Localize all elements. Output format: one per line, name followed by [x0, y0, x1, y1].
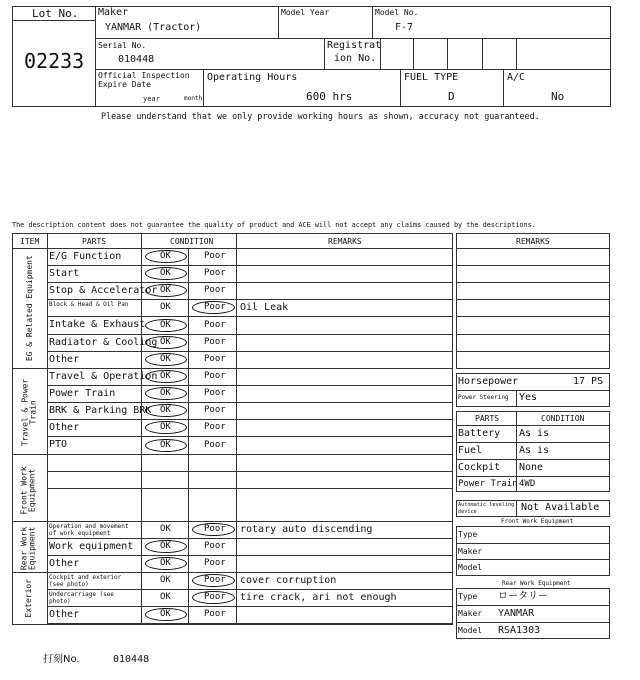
group-front [21, 458, 38, 522]
part-name: E/G Function [49, 250, 122, 262]
serial-divider [324, 38, 325, 69]
ok-option: OK [160, 371, 171, 381]
right-remarks-line-2 [456, 282, 610, 283]
front-type-label: Type [458, 530, 478, 539]
rear-type-label: Type [458, 592, 478, 601]
poor-option: Poor [204, 354, 226, 364]
ok-circled-mark [145, 540, 187, 553]
part-name: BRK & Parking BRK [49, 404, 152, 416]
cockpit-value: None [519, 462, 544, 473]
ok-option: OK [160, 251, 171, 261]
item-col-line [47, 233, 48, 625]
horsepower-label: Horsepower [458, 376, 519, 387]
table-row-line [47, 488, 453, 489]
model-year-label: Model Year [281, 8, 330, 17]
ok-option: OK [160, 268, 171, 278]
poor-option: Poor [204, 319, 226, 330]
part-name: Radiator & Cooling [49, 336, 158, 348]
ok-option: OK [160, 354, 171, 364]
table-row-line [47, 368, 453, 369]
ok-option: OK [160, 592, 171, 602]
poor-circled-mark [192, 591, 235, 604]
poor-option: Poor [204, 251, 226, 261]
ok-circled-mark [145, 353, 187, 366]
horsepower-value: 17 PS [573, 376, 604, 387]
specs-divider [516, 390, 517, 407]
part-name: Work equipment [49, 540, 134, 552]
ok-option: OK [160, 319, 171, 330]
rear-type-value: ロータリー [498, 591, 548, 602]
front-work-line-1 [456, 543, 610, 544]
ok-circled-mark [145, 267, 187, 280]
front-maker-label: Maker [458, 547, 483, 556]
auto-level-label-1: Automatic leveling [458, 502, 515, 508]
maker-value: YANMAR (Tractor) [105, 22, 202, 33]
table-row-line [47, 299, 453, 300]
registration-label-2: ion No. [334, 53, 377, 64]
right-remarks-header-line [456, 248, 610, 249]
table-row-line [47, 538, 453, 539]
row-remark: cover corruption [240, 574, 337, 586]
poor-circled-mark [192, 301, 235, 314]
poor-option: Poor [204, 268, 226, 278]
table-row-line [47, 265, 453, 266]
ok-circled-mark [145, 404, 187, 417]
ok-option: OK [160, 285, 171, 295]
part-name: Intake & Exhaust [49, 319, 146, 330]
battery-value: As is [519, 428, 550, 439]
stamp-value: 010448 [113, 654, 150, 665]
front-model-label: Model [458, 563, 483, 572]
poor-option: Poor [204, 285, 226, 295]
auto-level-value: Not Available [521, 502, 600, 513]
specs-line [456, 390, 610, 391]
pc-line-4 [456, 476, 610, 477]
pc-line-3 [456, 459, 610, 460]
inspection-label-2: Expire Date [98, 80, 151, 89]
part-name: Other [49, 353, 80, 365]
power-train-value: 4WD [519, 479, 536, 489]
inspection-divider [203, 69, 204, 107]
ok-option: OK [160, 302, 171, 312]
table-row-line [47, 334, 453, 335]
reg-cell-4 [516, 38, 517, 69]
lot-no-value: 02233 [24, 49, 85, 73]
hours-note: Please understand that we only provide working hours as shown, accuracy not guaranteed. [101, 111, 540, 121]
poor-option: Poor [204, 558, 226, 568]
battery-label: Battery [458, 428, 501, 439]
table-row-line [47, 521, 453, 522]
poor-option: Poor [204, 422, 226, 432]
poor-option: Poor [204, 439, 226, 450]
serial-no-label: Serial No. [98, 41, 147, 50]
power-steering-value: Yes [519, 392, 538, 403]
part-name: Start [49, 267, 80, 279]
rear-work-line-1 [456, 605, 610, 606]
pc-line-1 [456, 425, 610, 426]
ok-circled-mark [145, 608, 187, 621]
reg-cell-2 [447, 38, 448, 69]
inspection-label-1: Official Inspection [98, 71, 190, 80]
ok-option: OK [160, 439, 171, 450]
poor-option: Poor [204, 609, 226, 619]
remarks-header: REMARKS [328, 237, 362, 246]
ok-circled-mark [145, 387, 187, 400]
ok-circled-mark [145, 319, 187, 332]
poor-option: Poor [204, 371, 226, 381]
cockpit-label: Cockpit [458, 462, 501, 473]
operating-hours-value: 600 hrs [306, 90, 353, 103]
ok-option: OK [160, 422, 171, 432]
ok-option: OK [160, 524, 171, 534]
group-front-line2: Equipment [28, 468, 37, 513]
part-name: Cockpit and exterior (see photo) [49, 574, 122, 588]
fuel-type-value: D [448, 90, 455, 103]
right-remarks-line-3 [456, 299, 610, 300]
rear-model-label: Model [458, 626, 483, 635]
model-no-value: F-7 [395, 22, 414, 33]
rear-work-title: Rear Work Equipment [502, 580, 571, 587]
table-row-line [47, 402, 453, 403]
year-label: year [143, 95, 160, 103]
table-row-line [47, 555, 453, 556]
right-remarks-label: REMARKS [516, 237, 550, 246]
stamp-label: 打刻No. [43, 654, 80, 665]
ok-circled-mark [145, 421, 187, 434]
poor-option: Poor [204, 575, 226, 585]
lot-label-line [12, 20, 95, 21]
ok-circled-mark [145, 439, 187, 452]
maker-divider [278, 6, 279, 38]
part-name: PTO [49, 439, 68, 450]
ok-option: OK [160, 575, 171, 585]
header-row2-line [95, 69, 611, 70]
condition-col-line [236, 233, 237, 625]
poor-option: Poor [204, 337, 226, 347]
right-remarks-line-1 [456, 265, 610, 266]
row-remark: tire crack, ari not enough [240, 591, 397, 603]
row-remark: Oil Leak [240, 301, 289, 313]
table-row-line [47, 282, 453, 283]
poor-circled-mark [192, 574, 235, 587]
auto-level-divider [516, 500, 517, 517]
group-rear-line1: Rear Work [19, 526, 29, 571]
maker-label: Maker [98, 7, 129, 18]
table-row-line [47, 351, 453, 352]
ok-option: OK [160, 541, 171, 551]
table-row-line [47, 385, 453, 386]
poor-option: Poor [204, 302, 226, 312]
row-remark: rotary auto discending [240, 523, 373, 535]
fuel-type-label: FUEL TYPE [404, 72, 459, 83]
group-rear-line2: Equipment [28, 526, 37, 571]
ok-circled-mark [145, 284, 187, 297]
poor-circled-mark [192, 523, 235, 536]
poor-option: Poor [204, 524, 226, 534]
item-header: ITEM [20, 237, 40, 246]
front-work-title: Front Work Equipment [501, 518, 574, 525]
group-eg: EG & Related Equipment [24, 255, 34, 362]
group-front-line1: Front Work [19, 466, 29, 515]
rear-maker-label: Maker [458, 609, 483, 618]
fuel-label: Fuel [458, 445, 483, 456]
ok-circled-mark [145, 557, 187, 570]
table-row-line [47, 589, 453, 590]
auto-level-label-2: device [458, 509, 477, 515]
fuel-value: As is [519, 445, 550, 456]
header-row1-line [95, 38, 611, 39]
group-travel-line1: Travel & Power [20, 378, 30, 447]
table-row-line [47, 471, 453, 472]
model-year-divider [372, 6, 373, 38]
pc-condition-label: CONDITION [541, 414, 585, 423]
table-header-line [12, 248, 453, 249]
operating-hours-label: Operating Hours [207, 72, 298, 83]
ac-label: A/C [507, 72, 526, 83]
ok-option: OK [160, 337, 171, 347]
part-name: Power Train [49, 387, 116, 399]
part-name: Operation and movement of work equipment [49, 523, 129, 537]
group-travel [22, 372, 39, 452]
pc-line-2 [456, 442, 610, 443]
front-work-line-2 [456, 559, 610, 560]
poor-option: Poor [204, 405, 226, 415]
part-name: Travel & Operation [49, 370, 158, 382]
power-train-label: Power Train [458, 479, 518, 489]
part-name: Block & Head & Oil Pan [49, 301, 129, 308]
right-remarks-line-5 [456, 334, 610, 335]
fuel-divider [503, 69, 504, 107]
ok-option: OK [160, 609, 171, 619]
reg-cell-3 [482, 38, 483, 69]
part-name: Other [49, 608, 80, 620]
model-no-label: Model No. [375, 8, 419, 17]
registration-label-1: Registrat [327, 40, 382, 51]
condition-header: CONDITION [170, 237, 214, 246]
poor-option: Poor [204, 541, 226, 551]
pc-parts-label: PARTS [475, 414, 500, 423]
poor-option: Poor [204, 388, 226, 398]
part-name: Stop & Accelerator [49, 284, 158, 296]
right-remarks-line-4 [456, 316, 610, 317]
table-row-line [47, 419, 453, 420]
serial-no-value: 010448 [118, 54, 155, 65]
ok-circled-mark [145, 336, 187, 349]
rear-maker-value: YANMAR [498, 608, 535, 619]
table-row-line [47, 623, 453, 624]
rear-work-line-2 [456, 622, 610, 623]
ac-value: No [551, 90, 565, 103]
part-name: Undercarriage (see photo) [49, 591, 115, 605]
hours-divider [400, 69, 401, 107]
rear-model-value: RSA1303 [498, 625, 541, 636]
table-row-line [47, 572, 453, 573]
table-row-line [47, 436, 453, 437]
ok-option: OK [160, 558, 171, 568]
part-name: Other [49, 557, 80, 569]
ok-circled-mark [145, 370, 187, 383]
power-steering-label: Power Steering [458, 394, 509, 401]
poor-option: Poor [204, 592, 226, 602]
right-remarks-line-6 [456, 351, 610, 352]
lot-divider [95, 6, 96, 107]
table-row-line [47, 316, 453, 317]
parts-header: PARTS [82, 237, 107, 246]
lot-no-label: Lot No. [32, 7, 79, 20]
table-row-line [47, 606, 453, 607]
ok-circled-mark [145, 250, 187, 263]
group-exterior: Exterior [23, 578, 33, 618]
part-name: Other [49, 421, 80, 433]
month-label: month [184, 95, 203, 102]
ok-option: OK [160, 388, 171, 398]
group-travel-line2: Train [29, 400, 38, 425]
table-row-line [47, 454, 453, 455]
reg-cell-1 [413, 38, 414, 69]
ok-option: OK [160, 405, 171, 415]
disclaimer: The description content does not guarantee the quality of product and ACE will not accept any claims caused by the descriptions. [12, 221, 536, 229]
right-remarks-box [456, 233, 610, 369]
